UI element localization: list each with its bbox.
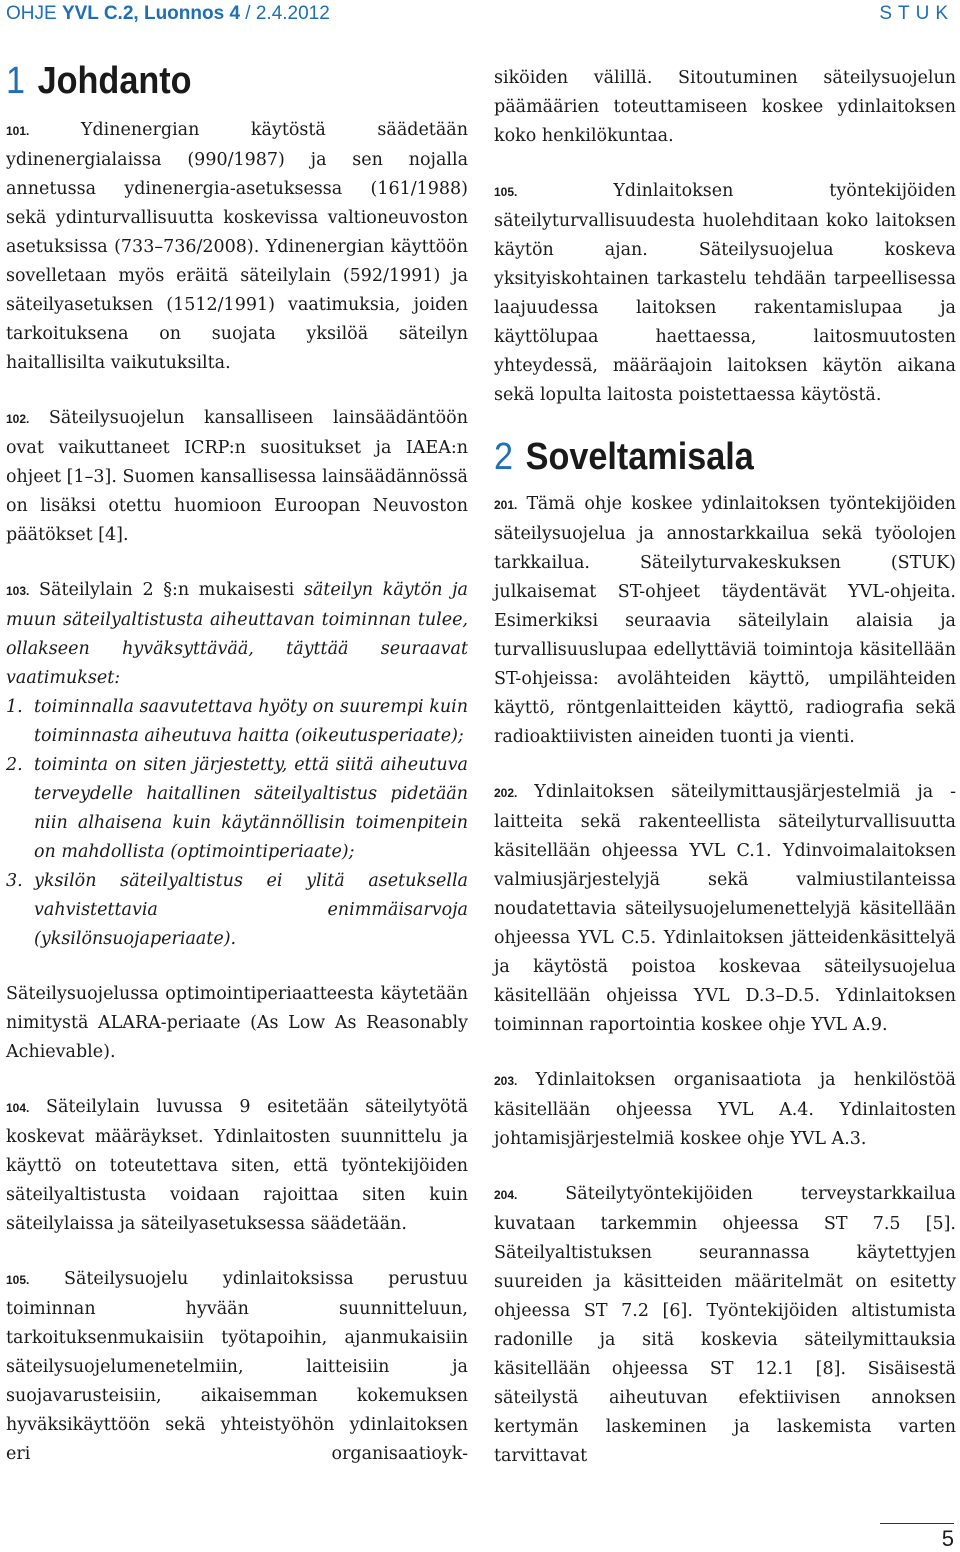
paragraph-103: 103. Säteilylain 2 §:n mukaisesti säteilyn käytön ja muun säteilyaltistusta aiheuttavan toiminnan tulee, ollakseen hyväksyttävää, täyttää seuraavat vaatimukset: [6,580,468,688]
footer-rule [880,1523,954,1524]
page-number: 5 [941,1526,954,1551]
list-item: 1. toiminnalla saavutettava hyöty on suurempi kuin toiminnasta aiheutuva haitta (oikeutusperiaate); [6,697,468,746]
organization-label: STUK [879,3,954,24]
section-heading-johdanto: 1 Johdanto [6,60,192,102]
paragraph-alara: Säteilysuojelussa optimointiperiaatteesta käytetään nimitystä ALARA-periaate (As Low As Reasonably Achievable). [6,984,468,1062]
right-column [494,64,956,1497]
page-header [6,3,954,31]
paragraph-203: 203. Ydinlaitoksen organisaatiota ja henkilöstöä käsitellään ohjeessa YVL A.4. Ydinlaitosten johtamisjärjestelmiä koskee ohje YVL A.3. [494,1070,956,1149]
requirements-list [6,693,468,954]
list-item: 2. toiminta on siten järjestetty, että siitä aiheutuva terveydelle haitallinen säteilyaltistus pidetään niin alhaisena kuin käytännöllisin toimenpitein on mahdollista (optimointiperiaate); [6,755,468,862]
paragraph-102: 102. Säteilysuojelun kansalliseen lainsäädäntöön ovat vaikuttaneet ICRP:n suositukset ja IAEA:n ohjeet [1–3]. Suomen kansallisessa lainsäädännössä on lisäksi otettu huomioon Euroopan Neuvoston päätökset [4]. [6,408,468,545]
paragraph-105: 105. Säteilysuojelu ydinlaitoksissa perustuu toiminnan hyvään suunnitteluun, tarkoituksenmukaisiin työtapoihin, ajanmukaisiin säteilysuojelumenetelmiin, laitteisiin ja suojavarusteisiin, aikaisemman kokemuksen hyväksikäyttöön sekä yhteistyöhön ydinlaitoksen eri organisaatioyk- [6,1269,468,1464]
paragraph-104: 104. Säteilylain luvussa 9 esitetään säteilytyötä koskevat määräykset. Ydinlaitosten suunnittelu ja käyttö on toteutettava siten, että työntekijöiden säteilyaltistusta voidaan rajoittaa siten kuin säteilylaissa ja säteilyasetuksessa säädetään. [6,1097,468,1234]
paragraph-201: 201. Tämä ohje koskee ydinlaitoksen työntekijöiden säteilysuojelua ja annostarkkailua sekä työolojen tarkkailua. Säteilyturvakeskuksen (STUK) julkaisemat ST-ohjeet täydentävät YVL-ohjeita. Esimerkiksi seuraavia säteilylain alaisia ja turvallisuuslupaa edellyttäviä toimintoja käsitellään ST-ohjeissa: avolähteiden käyttö, umpilähteiden käyttö, röntgenlaitteiden käyttö, radiografia sekä radioaktiivisten aineiden tuonti ja vienti. [494,494,956,747]
section-heading-soveltamisala: 2 Soveltamisala [494,436,754,478]
document-title: OHJE YVL C.2, Luonnos 4 / 2.4.2012 [6,3,330,24]
list-item: 3. yksilön säteilyaltistus ei ylitä asetuksella vahvistettavia enimmäisarvoja (yksilönsuojaperiaate). [6,871,468,949]
left-column [6,60,468,1495]
paragraph-202: 202. Ydinlaitoksen säteilymittausjärjestelmiä ja -laitteita sekä rakenteellista säteilyturvallisuutta käsitellään ohjeessa YVL C.1. Ydinvoimalaitoksen valmiusjärjestelyjä sekä valmiustilanteissa noudatettavia säteilysuojelumenettelyjä käsitellään ohjeessa YVL C.5. Ydinlaitoksen jätteidenkäsittelyä ja käytöstä poistoa koskevaa säteilysuojelua käsitellään ohjeissa YVL D.3–D.5. Ydinlaitoksen toiminnan raportointia koskee ohje YVL A.9. [494,782,956,1035]
paragraph-101: 101. Ydinenergian käytöstä säädetään ydinenergialaissa (990/1987) ja sen nojalla annetussa ydinenergia-asetuksessa (161/1988) sekä ydinturvallisuutta koskevissa valtioneuvoston asetuksissa (733–736/2008). Ydinenergian käyttöön sovelletaan myös eräitä säteilylain (592/1991) ja säteilyasetuksen (1512/1991) vaatimuksia, joiden tarkoituksena on suojata yksilöä säteilyn haitallisilta vaikutuksilta. [6,120,468,373]
paragraph-105-continued: siköiden välillä. Sitoutuminen säteilysuojelun päämäärien toteuttamiseen koskee ydinlaitoksen koko henkilökuntaa. [494,68,956,146]
paragraph-204: 204. Säteilytyöntekijöiden terveystarkkailua kuvataan tarkemmin ohjeessa ST 7.5 [5]. Säteilyaltistuksen seurannassa käytettyjen suureiden ja käsitteiden määritelmät on esitetty ohjeessa ST 7.2 [6]. Työntekijöiden altistumista radonille ja sitä koskevia säteilymittauksia käsitellään ohjeessa ST 12.1 [8]. Sisäisestä säteilystä aiheutuvan efektiivisen annoksen kertymän laskeminen ja laskemista varten tarvittavat [494,1184,956,1466]
paragraph-105b: 105. Ydinlaitoksen työntekijöiden säteilyturvallisuudesta huolehditaan koko laitoksen käytön ajan. Säteilysuojelua koskeva yksityiskohtainen tarkastelu tehdään tarpeellisessa laajuudessa laitoksen rakentamislupaa ja käyttölupaa haettaessa, laitosmuutosten yhteydessä, määräajoin laitoksen käytön aikana sekä lopulta laitosta poistettaessa käytöstä. [494,181,956,405]
